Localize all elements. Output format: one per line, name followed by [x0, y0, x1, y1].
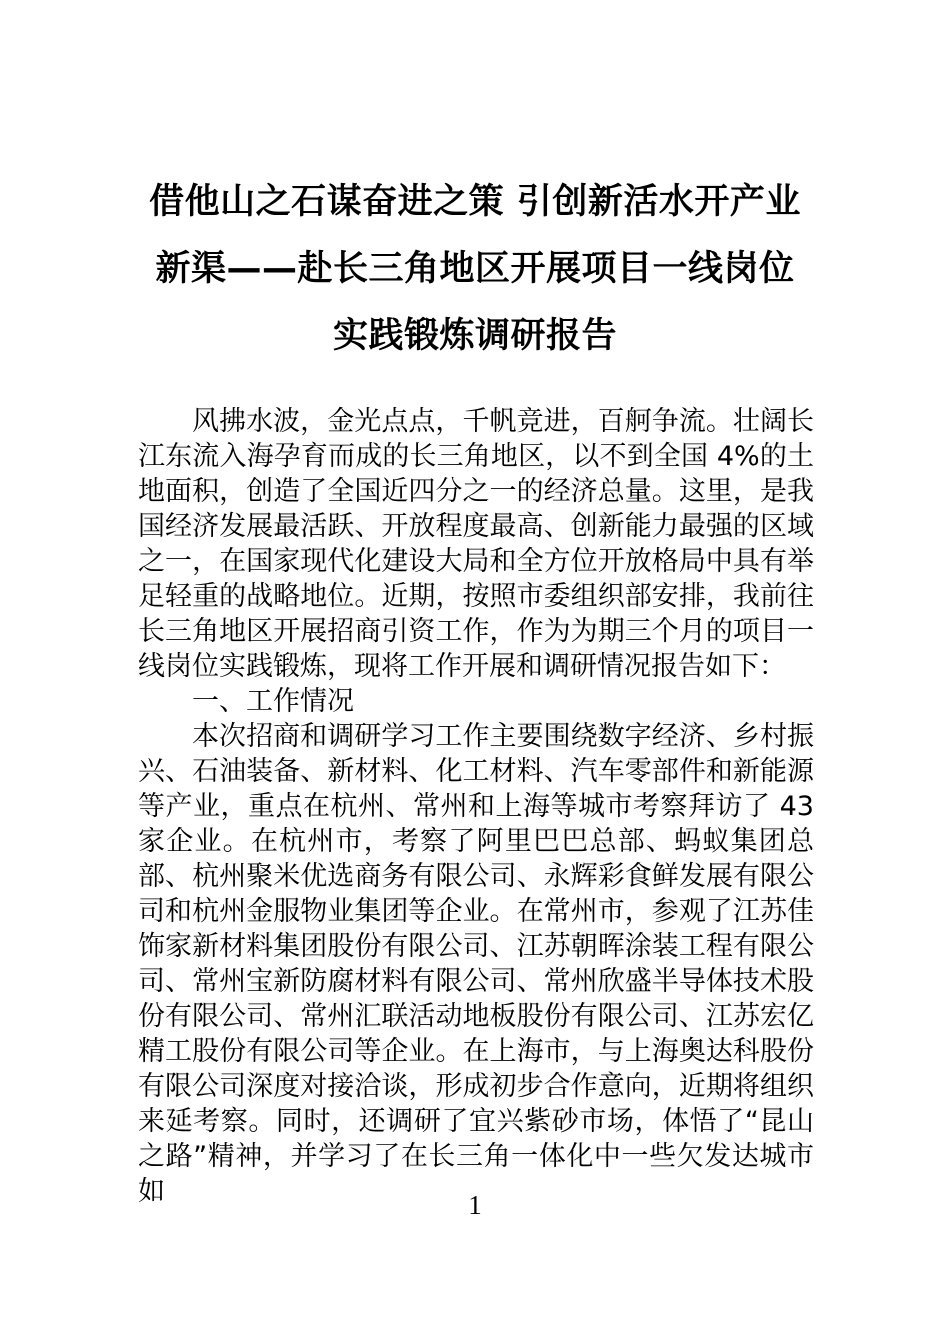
section-heading-work-situation: 一、工作情况 [192, 686, 354, 717]
page-number: 1 [468, 1190, 482, 1220]
document-title [137, 169, 813, 370]
paragraph-intro: 风拂水波，金光点点，千帆竞进，百舸争流。壮阔长江东流入海孕育而成的长三角地区，以不到全国 4%的土地面积，创造了全国近四分之一的经济总量。这里，是我国经济发展最活跃、开放程度最高、创新能力最强的区域之一，在国家现代化建设大局和全方位开放格局中具有举足轻重的战略地位。近期，按照市委组织部安排，我前往长三角地区开展招商引资工作，作为为期三个月的项目一线岗位实践锻炼，现将工作开展和调研情况报告如下： [138, 406, 814, 682]
title-line-3: 实践锻炼调研报告 [332, 316, 617, 356]
title-line-1: 借他山之石谋奋进之策 引创新活水开产业 [149, 182, 801, 222]
title-line-2: 新渠——赴长三角地区开展项目一线岗位 [155, 249, 795, 289]
paragraph-work-details: 本次招商和调研学习工作主要围绕数字经济、乡村振兴、石油装备、新材料、化工材料、汽车零部件和新能源等产业，重点在杭州、常州和上海等城市考察拜访了 43 家企业。在杭州市，考察了阿里巴巴总部、蚂蚁集团总部、杭州聚米优选商务有限公司、永辉彩食鲜发展有限公司和杭州金服物业集团等企业。在常州市，参观了江苏佳饰家新材料集团股份有限公司、江苏朝晖涂装工程有限公司、常州宝新防腐材料有限公司、常州欣盛半导体技术股份有限公司、常州汇联活动地板股份有限公司、江苏宏亿精工股份有限公司等企业。在上海市，与上海奥达科股份有限公司深度对接洽谈，形成初步合作意向，近期将组织来延考察。同时，还调研了宜兴紫砂市场，体悟了“昆山之路”精神，并学习了在长三角一体化中一些欠发达城市如 [138, 721, 814, 1207]
document-body [138, 404, 814, 1209]
